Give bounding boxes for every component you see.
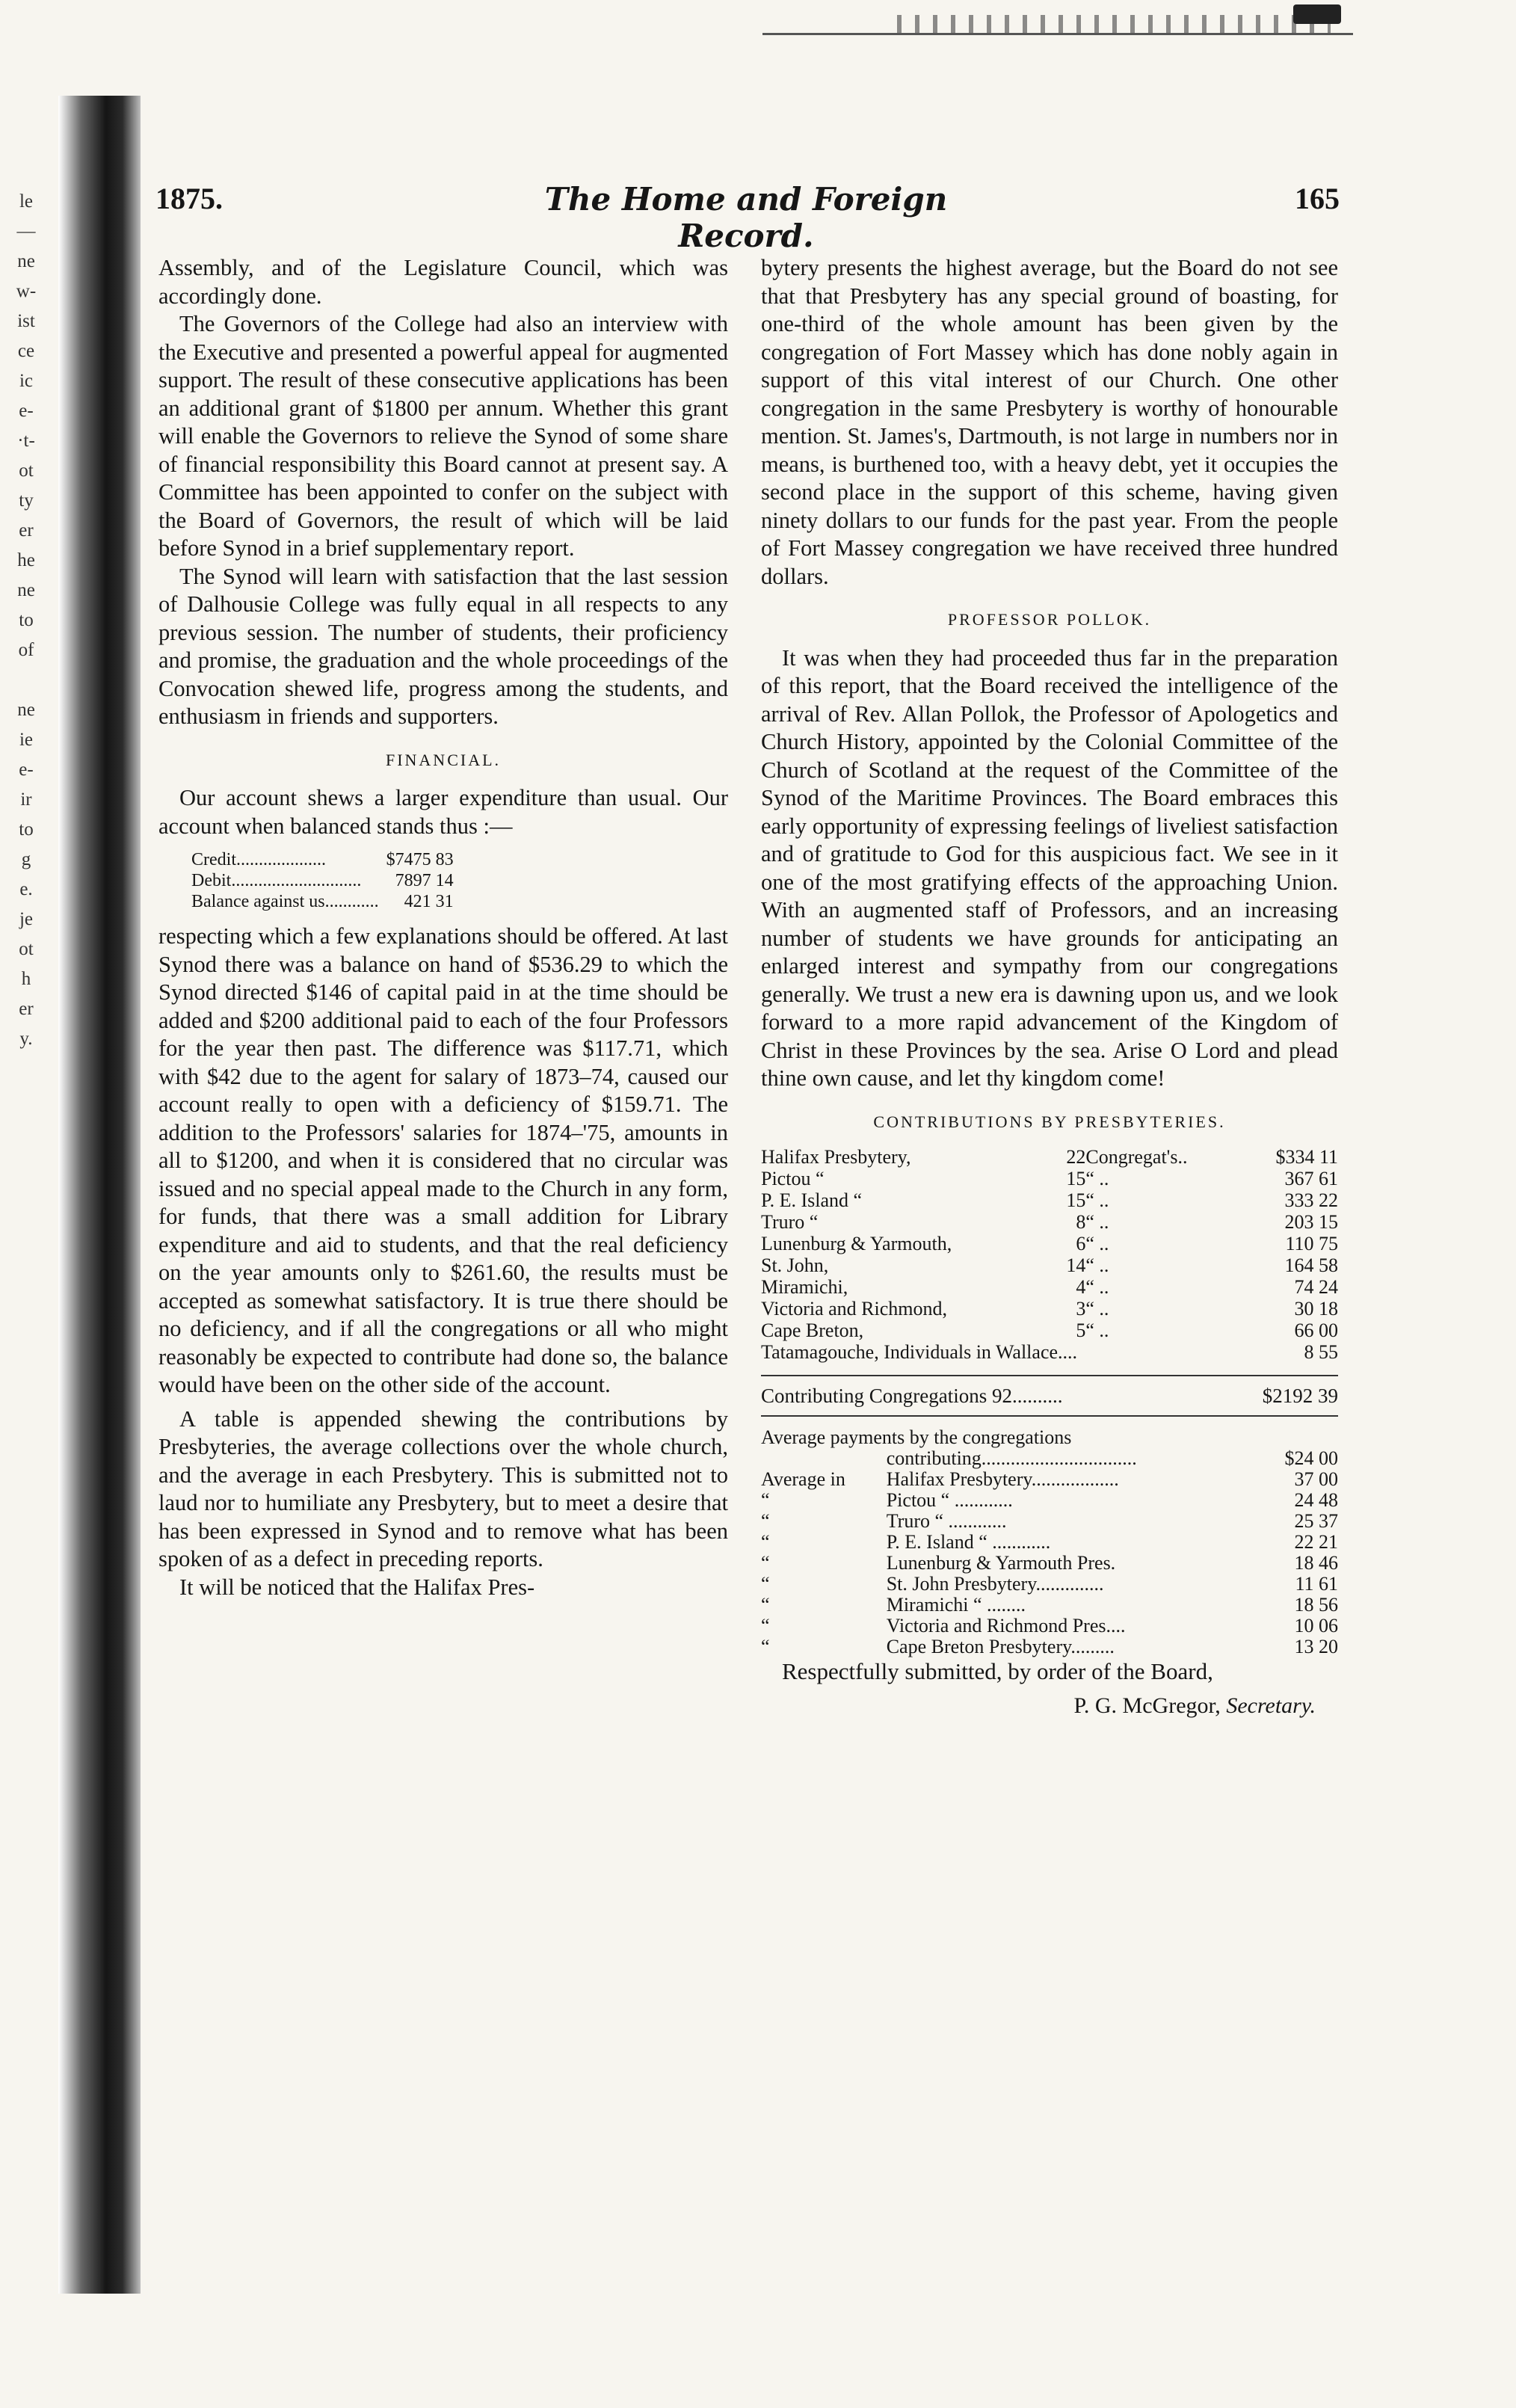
unit-label: “ .. bbox=[1085, 1211, 1109, 1233]
paragraph: A table is appended shewing the contributions by Presbyteries, the average collections over the whole church, and the average in each Presbytery. This is submitted not to laud nor to humiliate any Presbytery, but to meet a desire that has been expressed in Synod and to remove what has been spoken of as a defect in preceding reports. bbox=[158, 1405, 728, 1571]
table-row bbox=[191, 849, 454, 870]
unit-label: “ .. bbox=[1085, 1233, 1109, 1254]
average-heading: Average payments by the congregations bbox=[761, 1426, 1072, 1448]
average-label: Halifax Presbytery.................. bbox=[886, 1468, 1119, 1490]
amount: 164 58 bbox=[1284, 1254, 1338, 1276]
amount: 18 46 bbox=[1294, 1552, 1338, 1574]
amount: 25 37 bbox=[1294, 1510, 1338, 1532]
table-row bbox=[761, 1276, 1338, 1298]
account-table bbox=[191, 849, 454, 912]
scan-edge-mark bbox=[1293, 4, 1341, 24]
amount: 66 00 bbox=[1294, 1320, 1338, 1341]
account-label: Debit............................. bbox=[191, 871, 362, 890]
ditto-mark: “ bbox=[761, 1615, 770, 1636]
table-row bbox=[761, 1341, 1338, 1363]
amount: 22 21 bbox=[1294, 1531, 1338, 1553]
congregation-count: 3 bbox=[1076, 1298, 1086, 1320]
congregation-count: 15 bbox=[1066, 1168, 1086, 1189]
total-amount: $2192 39 bbox=[1262, 1385, 1338, 1407]
presbytery-name: Miramichi, bbox=[761, 1276, 848, 1298]
paragraph: The Synod will learn with satisfaction that the last session of Dalhousie College was fully equal in all respects to any previous session. The number of students, their proficiency and promise, the graduation and the whole proceedings of the Convocation shewed life, progress among the students, and enthusiasm in friends and supporters. bbox=[158, 563, 728, 729]
congregation-count: 15 bbox=[1066, 1189, 1086, 1211]
presbytery-name: P. E. Island “ bbox=[761, 1189, 863, 1211]
paragraph: It was when they had proceeded thus far in the preparation of this report, that the Board received the intelligence of the arrival of Rev. Allan Pollok, the Professor of Apologetics and Church History, appointed by the Colonial Committee of the Church of Scotland at the request of the Committee of the Synod of the Maritime Provinces. The Board embraces this early opportunity of expressing feelings of liveliest satisfaction and of gratitude to God for this auspicious fact. We see in it one of the most gratifying effects of the approaching Union. With an augmented staff of Professors, and an increasing number of students we have grounds for anticipating an enlarged interest and sympathy from our congregations generally. We trust a new era is dawning upon us, and we look forward to a more rapid advancement of the Kingdom of Christ in these Provinces by the sea. Arise O Lord and plead thine own cause, and let thy kingdom come! bbox=[761, 644, 1338, 1091]
total-row bbox=[761, 1375, 1338, 1417]
presbytery-name: Pictou “ bbox=[761, 1168, 825, 1189]
table-row bbox=[761, 1448, 1338, 1469]
unit-label: Congregat's.. bbox=[1085, 1146, 1188, 1168]
average-table bbox=[761, 1427, 1338, 1657]
table-row bbox=[761, 1532, 1338, 1553]
congregation-count: 14 bbox=[1066, 1254, 1086, 1276]
amount: 24 48 bbox=[1294, 1489, 1338, 1511]
account-value: $7475 83 bbox=[386, 850, 454, 869]
running-header bbox=[155, 181, 1340, 254]
header-year: 1875. bbox=[155, 182, 223, 215]
presbytery-name: Lunenburg & Yarmouth, bbox=[761, 1233, 952, 1254]
scan-edge-dots bbox=[897, 15, 1331, 33]
page-number: 165 bbox=[1295, 182, 1340, 215]
left-column bbox=[158, 254, 728, 1601]
table-row bbox=[761, 1320, 1338, 1341]
paragraph: Assembly, and of the Legislature Council, which was accordingly done. bbox=[158, 255, 728, 309]
congregation-count: 5 bbox=[1076, 1320, 1086, 1341]
congregation-count: 4 bbox=[1076, 1276, 1086, 1298]
average-label: Cape Breton Presbytery......... bbox=[886, 1636, 1115, 1657]
paragraph: The Governors of the College had also an interview with the Executive and presented a powerful appeal for augmented support. The result of these consecutive applications has been an additional grant of $1800 per annum. Whether this grant will enable the Governors to relieve the Synod of some share of financial responsibility this Board cannot at present say. A Committee has been appointed to confer on the subject with the Board of Governors, the result of which will be laid before Synod in a brief supplementary report. bbox=[158, 311, 728, 561]
unit-label: “ .. bbox=[1085, 1189, 1109, 1211]
total-label: Contributing Congregations 92.......... bbox=[761, 1385, 1063, 1407]
table-row bbox=[761, 1490, 1338, 1511]
table-row bbox=[191, 891, 454, 912]
presbytery-name: St. John, bbox=[761, 1254, 829, 1276]
ditto-mark: “ bbox=[761, 1510, 770, 1532]
signature-name: P. G. McGregor, bbox=[1073, 1693, 1221, 1718]
signature bbox=[761, 1692, 1338, 1720]
amount: 10 06 bbox=[1294, 1615, 1338, 1636]
ditto-mark: “ bbox=[761, 1594, 770, 1616]
section-heading-contributions: CONTRIBUTIONS BY PRESBYTERIES. bbox=[873, 1112, 1226, 1131]
presbytery-name: Victoria and Richmond, bbox=[761, 1298, 947, 1320]
table-row bbox=[761, 1254, 1338, 1276]
table-row bbox=[761, 1427, 1338, 1448]
account-value: 7897 14 bbox=[395, 871, 454, 890]
ditto-mark: “ bbox=[761, 1531, 770, 1553]
average-sub-label: contributing................................ bbox=[886, 1447, 1137, 1469]
average-label: Lunenburg & Yarmouth Pres. bbox=[886, 1552, 1116, 1574]
amount: 37 00 bbox=[1294, 1468, 1338, 1490]
ditto-mark: Average in bbox=[761, 1468, 845, 1490]
table-row bbox=[761, 1636, 1338, 1657]
paragraph: bytery presents the highest average, but the Board do not see that that Presbytery has any special ground of boasting, for one-third of the whole amount has been given by the congregation of Fort Massey which has done nobly again in support of this vital interest of our Church. One other congregation in the same Presbytery is worthy of honourable mention. St. James's, Dartmouth, is not large in numbers nor in means, is burthened too, with a heavy debt, yet it occupies the second place in the support of this scheme, having given ninety dollars to our funds for the past year. From the people of Fort Massey congregation we have received three hundred dollars. bbox=[761, 255, 1338, 589]
table-row bbox=[761, 1574, 1338, 1595]
account-label: Balance against us............ bbox=[191, 892, 379, 911]
account-value: 421 31 bbox=[404, 892, 454, 911]
congregation-count: 8 bbox=[1076, 1211, 1086, 1233]
closing-statement: Respectfully submitted, by order of the Board, bbox=[782, 1658, 1213, 1684]
unit-label: “ .. bbox=[1085, 1254, 1109, 1276]
amount: $24 00 bbox=[1284, 1447, 1338, 1469]
presbytery-name: Cape Breton, bbox=[761, 1320, 864, 1341]
amount: 74 24 bbox=[1294, 1276, 1338, 1298]
table-row bbox=[761, 1211, 1338, 1233]
amount: 18 56 bbox=[1294, 1594, 1338, 1616]
ditto-mark: “ bbox=[761, 1489, 770, 1511]
ditto-mark: “ bbox=[761, 1573, 770, 1595]
amount: 13 20 bbox=[1294, 1636, 1338, 1657]
table-row bbox=[761, 1146, 1338, 1168]
average-label: St. John Presbytery.............. bbox=[886, 1573, 1104, 1595]
amount: 203 15 bbox=[1284, 1211, 1338, 1233]
table-row bbox=[761, 1233, 1338, 1254]
congregation-count: 22 bbox=[1066, 1146, 1086, 1168]
table-row bbox=[761, 1553, 1338, 1574]
paragraph: It will be noticed that the Halifax Pres- bbox=[179, 1574, 535, 1600]
ditto-mark: “ bbox=[761, 1552, 770, 1574]
table-row bbox=[761, 1298, 1338, 1320]
paragraph: respecting which a few explanations should be offered. At last Synod there was a balance on hand of $536.29 to which the Synod directed $146 of capital paid in at the time should be added and $200 additional paid to each of the four Professors for the year then past. The difference was $117.71, which with $42 due to the agent for salary of 1873–74, caused our account really to open with a deficiency of $159.71. The addition to the Professors' salaries for 1874–'75, amounts in all to $1200, and when it is considered that no circular was issued and no special appeal made to the Church in any form, for funds, that there was a small addition for Library expenditure and aid to students, and that the real deficiency on the year amounts only to $261.60, the results must be accepted as somewhat satisfactory. It is true there should be no deficiency, and if all the congregations or all who might reasonably be expected to contribute had done so, the balance would have been on the other side of the account. bbox=[158, 923, 728, 1397]
average-label: Victoria and Richmond Pres.... bbox=[886, 1615, 1126, 1636]
unit-label: “ .. bbox=[1085, 1276, 1109, 1298]
table-row bbox=[191, 870, 454, 891]
signature-title: Secretary. bbox=[1226, 1693, 1316, 1718]
presbytery-name: Halifax Presbytery, bbox=[761, 1146, 911, 1168]
paragraph: Our account shews a larger expenditure than usual. Our account when balanced stands thus :— bbox=[158, 785, 728, 839]
amount: $334 11 bbox=[1275, 1146, 1338, 1168]
table-row bbox=[761, 1511, 1338, 1532]
amount: 30 18 bbox=[1294, 1298, 1338, 1320]
section-heading-pollok: PROFESSOR POLLOK. bbox=[947, 610, 1152, 629]
table-row bbox=[761, 1595, 1338, 1616]
congregation-count: 6 bbox=[1076, 1233, 1086, 1254]
table-row bbox=[761, 1616, 1338, 1636]
binding-spine bbox=[58, 96, 141, 2294]
average-label: Truro “ ............ bbox=[886, 1510, 1007, 1532]
average-label: P. E. Island “ ............ bbox=[886, 1531, 1051, 1553]
account-label: Credit.................... bbox=[191, 850, 326, 869]
presbytery-table bbox=[761, 1146, 1338, 1363]
unit-label: “ .. bbox=[1085, 1320, 1109, 1341]
table-row bbox=[761, 1168, 1338, 1189]
unit-label: “ .. bbox=[1085, 1298, 1109, 1320]
table-row bbox=[761, 1469, 1338, 1490]
presbytery-name: Truro “ bbox=[761, 1211, 819, 1233]
unit-label: “ .. bbox=[1085, 1168, 1109, 1189]
amount: 367 61 bbox=[1284, 1168, 1338, 1189]
adjacent-page-fragments: le — ne w- ist ce ic e- ·t- ot ty er he ne to of ne ie e- ir to g e. je ot h er y. bbox=[16, 191, 37, 1049]
tatamagouche-label: Tatamagouche, Individuals in Wallace.... bbox=[761, 1341, 1078, 1363]
ditto-mark: “ bbox=[761, 1636, 770, 1657]
amount: 8 55 bbox=[1304, 1341, 1338, 1363]
amount: 11 61 bbox=[1295, 1573, 1338, 1595]
average-label: Miramichi “ ........ bbox=[886, 1594, 1026, 1616]
table-row bbox=[761, 1189, 1338, 1211]
amount: 110 75 bbox=[1285, 1233, 1338, 1254]
average-label: Pictou “ ............ bbox=[886, 1489, 1013, 1511]
amount: 333 22 bbox=[1284, 1189, 1338, 1211]
section-heading-financial: FINANCIAL. bbox=[385, 750, 502, 769]
scan-edge-line bbox=[762, 33, 1353, 35]
header-title: The Home and Foreign Record. bbox=[544, 181, 948, 254]
right-column bbox=[761, 254, 1338, 1719]
